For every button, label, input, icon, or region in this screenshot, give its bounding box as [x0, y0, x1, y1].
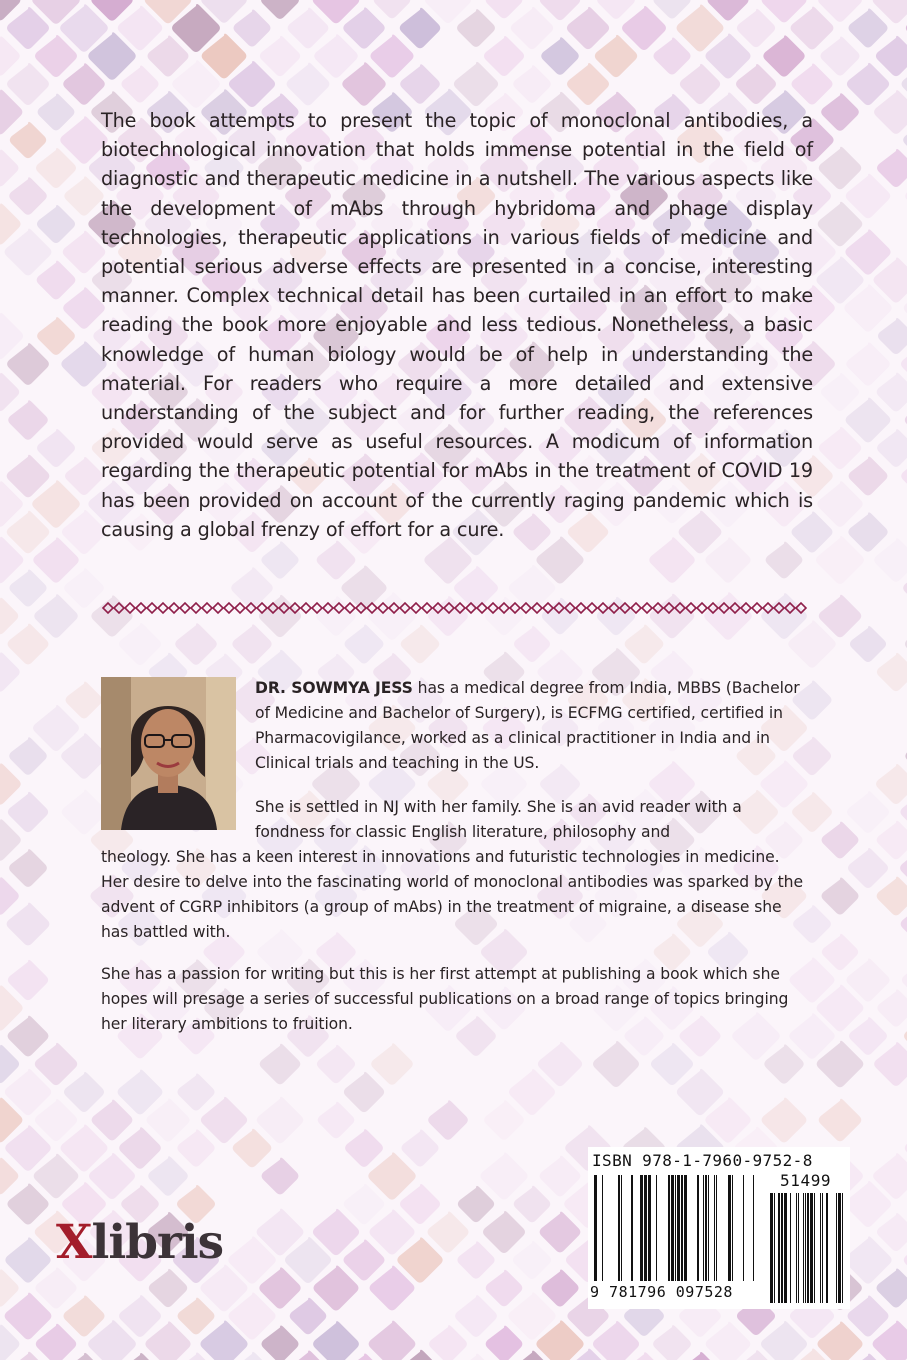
author-bio-intro-text: has a medical degree from India, MBBS (Bachelor of Medicine and Bachelor of Surgery), is ECFMG certified, certified in Pharmacovigilance, worked as a clinical practitioner in India and in Clinical trials and teaching in the US. [255, 679, 800, 772]
decorative-divider [101, 598, 807, 618]
isbn-barcode-block [588, 1147, 850, 1309]
barcode-bar [732, 1175, 733, 1281]
barcode-bar [753, 1175, 754, 1281]
barcode-bar [648, 1175, 651, 1281]
author-photo [101, 677, 236, 830]
barcode-bar [594, 1175, 597, 1281]
divider-diamond [653, 603, 663, 613]
barcode-bar [814, 1193, 815, 1303]
barcode-bar [810, 1193, 813, 1303]
barcode-bar [784, 1193, 787, 1303]
divider-diamond [334, 603, 344, 613]
divider-diamond [202, 603, 212, 613]
divider-diamond [323, 603, 333, 613]
divider-diamond [510, 603, 520, 613]
barcode-bar [790, 1193, 791, 1303]
barcode-bar [803, 1193, 804, 1303]
barcode-digits: 9 781796 097528 [590, 1283, 733, 1301]
barcode-bar [703, 1175, 704, 1281]
divider-diamond [477, 603, 487, 613]
barcode-bar [807, 1193, 809, 1303]
divider-diamond [180, 603, 190, 613]
divider-diamond [378, 603, 388, 613]
barcode-bar [621, 1175, 622, 1281]
barcode-bar [631, 1175, 633, 1281]
divider-diamond [587, 603, 597, 613]
author-bio-personal-continued: theology. She has a keen interest in innovations and futuristic technologies in medicine. Her desire to delve into the fascinating world of monoclonal antibodies was sparked by the advent of CGRP inhibitors (a group of mAbs) in the treatment of migraine, a disease she has battled with. [101, 848, 803, 941]
divider-diamond [752, 603, 762, 613]
barcode-bar [705, 1175, 707, 1281]
barcode-bar [836, 1193, 837, 1303]
divider-diamond [246, 603, 256, 613]
barcode-bar [644, 1175, 647, 1281]
barcode-bar [684, 1175, 687, 1281]
divider-diamond [785, 603, 795, 613]
divider-diamond [631, 603, 641, 613]
barcode-bar [671, 1175, 674, 1281]
divider-diamond [279, 603, 289, 613]
barcode-bar [798, 1193, 799, 1303]
barcode-bar [781, 1193, 783, 1303]
barcode-bar [675, 1175, 676, 1281]
divider-diamond [499, 603, 509, 613]
divider-diamond [169, 603, 179, 613]
barcode-bar [677, 1175, 680, 1281]
barcode-bar [618, 1175, 620, 1281]
divider-diamond [763, 603, 773, 613]
author-bio-personal-start: She is settled in NJ with her family. She is an avid reader with a fondness for classic English literature, philosophy and [255, 798, 742, 841]
divider-diamond [114, 603, 124, 613]
divider-diamond [367, 603, 377, 613]
barcode-bar [826, 1193, 828, 1303]
publisher-logo [56, 1215, 223, 1270]
divider-diamond [213, 603, 223, 613]
divider-diamond [235, 603, 245, 613]
barcode-bar [778, 1193, 780, 1303]
barcode-bar [708, 1175, 709, 1281]
barcode-bar [743, 1175, 744, 1281]
barcode-bar [681, 1175, 683, 1281]
divider-diamond [147, 603, 157, 613]
divider-diamond [389, 603, 399, 613]
divider-diamond [455, 603, 465, 613]
divider-diamond [356, 603, 366, 613]
barcode-bar [728, 1175, 731, 1281]
divider-diamond [312, 603, 322, 613]
isbn-label: ISBN 978-1-7960-9752-8 [592, 1151, 813, 1170]
divider-diamond [257, 603, 267, 613]
divider-diamond [224, 603, 234, 613]
author-bio-intro [255, 676, 805, 776]
divider-diamond [290, 603, 300, 613]
divider-diamond [554, 603, 564, 613]
divider-diamond [675, 603, 685, 613]
author-bio-ambitions: She has a passion for writing but this is her first attempt at publishing a book which she hopes will presage a series of successful publications on a broad range of topics bringing her literary ambitions to fruition. [101, 965, 789, 1033]
barcode-bar [796, 1193, 797, 1303]
divider-diamond [708, 603, 718, 613]
divider-diamond [565, 603, 575, 613]
barcode-bar [774, 1193, 775, 1303]
publisher-logo-initial: X [56, 1215, 92, 1270]
barcode-bar [602, 1175, 603, 1281]
book-description: The book attempts to present the topic of monoclonal antibodies, a biotechnological innovation that holds immense potential in the field of diagnostic and therapeutic medicine in a nutshell. The various aspects like the development of mAbs through hybridoma and phage display technologies, therapeutic applications in various fields of medicine and potential serious adverse effects are presented in a concise, interesting manner. Complex technical detail has been curtailed in an effort to make reading the book more enjoyable and less tedious. Nonetheless, a basic knowledge of human biology would be of help in understanding the material. For readers who require a more detailed and extensive understanding of the subject and for further reading, the references provided would serve as useful resources. A modicum of information regarding the therapeutic potential for mAbs in the treatment of COVID 19 has been provided on account of the currently raging pandemic which is causing a global frenzy of effort for a cure. [101, 109, 813, 541]
barcode-bar [842, 1193, 843, 1303]
divider-diamond [268, 603, 278, 613]
divider-diamond [796, 603, 806, 613]
divider-diamond [532, 603, 542, 613]
barcode-bar [714, 1175, 715, 1281]
publisher-logo-rest: libris [91, 1215, 224, 1270]
divider-diamond [411, 603, 421, 613]
barcode-bar [770, 1193, 773, 1303]
barcode-bar [716, 1175, 717, 1281]
barcode-bar [820, 1193, 821, 1303]
divider-diamond [598, 603, 608, 613]
divider-diamond [521, 603, 531, 613]
barcode-bar [805, 1193, 806, 1303]
author-name: DR. SOWMYA JESS [255, 679, 413, 697]
divider-diamond [103, 603, 113, 613]
divider-diamond [719, 603, 729, 613]
barcode-bar [838, 1193, 841, 1303]
divider-diamond [686, 603, 696, 613]
divider-diamond [741, 603, 751, 613]
barcode-addon-number: 51499 [780, 1171, 832, 1190]
divider-diamond [543, 603, 553, 613]
divider-diamond [609, 603, 619, 613]
divider-diamond [422, 603, 432, 613]
divider-diamond [136, 603, 146, 613]
divider-diamond [466, 603, 476, 613]
divider-diamond [125, 603, 135, 613]
divider-diamond [191, 603, 201, 613]
divider-diamond [158, 603, 168, 613]
divider-diamond [642, 603, 652, 613]
divider-diamond [730, 603, 740, 613]
divider-diamond [664, 603, 674, 613]
divider-diamond [697, 603, 707, 613]
barcode-bar [656, 1175, 657, 1281]
divider-diamond [620, 603, 630, 613]
divider-diamond [400, 603, 410, 613]
barcode-bar [822, 1193, 823, 1303]
divider-diamond [488, 603, 498, 613]
divider-diamond [774, 603, 784, 613]
barcode-bar [697, 1175, 699, 1281]
barcode-bar [640, 1175, 643, 1281]
divider-diamond [345, 603, 355, 613]
divider-diamond [301, 603, 311, 613]
barcode-bar [668, 1175, 670, 1281]
divider-diamond [444, 603, 454, 613]
divider-diamond [576, 603, 586, 613]
divider-diamond [433, 603, 443, 613]
